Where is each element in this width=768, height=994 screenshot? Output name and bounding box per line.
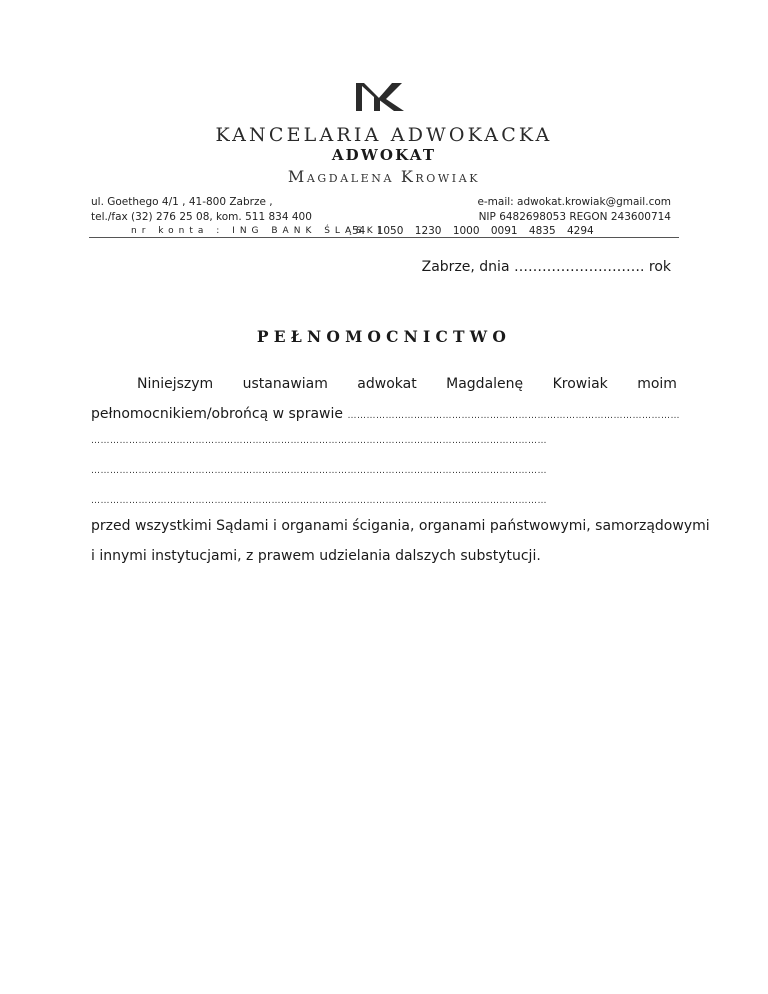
case-fill-dots: …………………………………………………………………………………………… [347,411,680,421]
firm-name: KANCELARIA ADWOKACKA [215,124,553,146]
body-line-6: przed wszystkimi Sądami i organami ścigania, organami państwowymi, samorządowymi [91,518,710,534]
office-phone: tel./fax (32) 276 25 08, kom. 511 834 400 [91,211,312,223]
word: Magdalenę [446,376,524,392]
word: Niniejszym [137,376,214,392]
blank-fill-line [91,436,677,446]
fill-dots: ……………………………………………………………………………………………………………………………… [91,436,547,446]
document-title: PEŁNOMOCNICTWO [256,327,512,346]
fill-dots: ……………………………………………………………………………………………………………………………… [91,466,547,476]
body-line-7: i innymi instytucjami, z prawem udzielania dalszych substytucji. [91,548,541,564]
blank-fill-line [91,466,677,476]
blank-fill-line [91,496,677,506]
word: ustanawiam [242,376,328,392]
letterhead-divider [89,237,679,238]
mk-monogram-icon [356,83,414,111]
bank-account-label: nr konta : ING BANK ŚLĄSKI [131,226,386,236]
lawyer-name [0,167,768,186]
word: moim [637,376,677,392]
lawyer-title: ADWOKAT [331,146,437,164]
lawyer-last-name: Krowiak [400,167,481,186]
office-email: e-mail: adwokat.krowiak@gmail.com [477,196,671,208]
word: adwokat [357,376,417,392]
word: Krowiak [552,376,608,392]
lawyer-first-name: Magdalena [287,167,395,186]
case-prefix: pełnomocnikiem/obrońcą w sprawie [91,406,343,422]
date-line: Zabrze, dnia ………………………. rok [421,259,671,275]
fill-dots: ……………………………………………………………………………………………………………………………… [91,496,547,506]
office-address: ul. Goethego 4/1 , 41-800 Zabrze , [91,196,273,208]
body-line-1 [91,376,677,392]
tax-ids: NIP 6482698053 REGON 243600714 [478,211,671,223]
body-line-2 [91,406,680,422]
bank-account-number: 54 1050 1230 1000 0091 4835 4294 [352,225,594,237]
